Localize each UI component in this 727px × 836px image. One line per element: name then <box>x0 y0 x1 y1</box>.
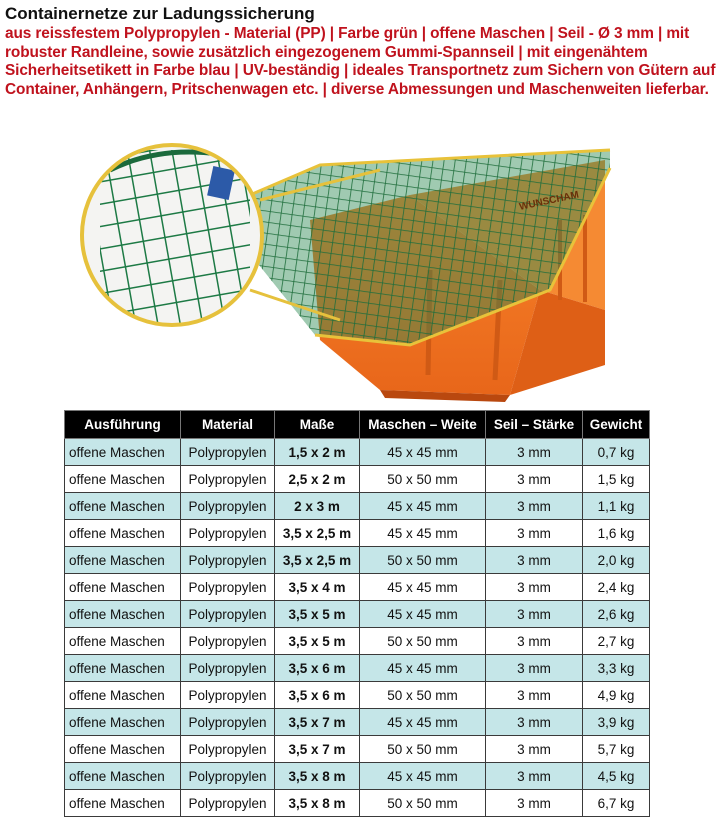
page-title: Containernetze zur Ladungssicherung <box>5 4 315 23</box>
cell-seilstaerke: 3 mm <box>486 628 583 655</box>
cell-masse: 3,5 x 8 m <box>275 790 360 817</box>
cell-ausfuehrung: offene Maschen <box>65 763 181 790</box>
cell-maschenweite: 50 x 50 mm <box>360 790 486 817</box>
cell-seilstaerke: 3 mm <box>486 736 583 763</box>
cell-ausfuehrung: offene Maschen <box>65 439 181 466</box>
cell-material: Polypropylen <box>181 493 275 520</box>
cell-seilstaerke: 3 mm <box>486 547 583 574</box>
cell-material: Polypropylen <box>181 628 275 655</box>
cell-maschenweite: 45 x 45 mm <box>360 655 486 682</box>
cell-material: Polypropylen <box>181 574 275 601</box>
cell-seilstaerke: 3 mm <box>486 682 583 709</box>
cell-ausfuehrung: offene Maschen <box>65 547 181 574</box>
cell-ausfuehrung: offene Maschen <box>65 736 181 763</box>
cell-seilstaerke: 3 mm <box>486 601 583 628</box>
cell-gewicht: 2,0 kg <box>583 547 650 574</box>
cell-ausfuehrung: offene Maschen <box>65 709 181 736</box>
cell-material: Polypropylen <box>181 439 275 466</box>
cell-ausfuehrung: offene Maschen <box>65 601 181 628</box>
cell-maschenweite: 45 x 45 mm <box>360 574 486 601</box>
cell-gewicht: 5,7 kg <box>583 736 650 763</box>
cell-maschenweite: 50 x 50 mm <box>360 736 486 763</box>
cell-material: Polypropylen <box>181 790 275 817</box>
col-header-gewicht: Gewicht <box>583 411 650 439</box>
cell-ausfuehrung: offene Maschen <box>65 790 181 817</box>
table-row <box>65 520 650 547</box>
col-header-maschenweite: Maschen – Weite <box>360 411 486 439</box>
product-description: aus reissfestem Polypropylen - Material (PP) | Farbe grün | offene Maschen | Seil - Ø 3 mm | mit robuster Randleine, sowie zusätzlich eingezogenem Gummi-Spannseil | mit eingenähtem Sicherheitsetikett in Farbe blau | UV-beständig | ideales Transportnetz zum Sichern von Gütern auf Container, Anhängern, Pritschenwagen etc. | diverse Abmessungen und Maschenweiten lieferbar. <box>5 25 716 98</box>
cell-material: Polypropylen <box>181 520 275 547</box>
cell-gewicht: 4,5 kg <box>583 763 650 790</box>
cell-masse: 3,5 x 4 m <box>275 574 360 601</box>
cell-masse: 2 x 3 m <box>275 493 360 520</box>
cell-masse: 3,5 x 2,5 m <box>275 520 360 547</box>
table-row <box>65 655 650 682</box>
table-row <box>65 682 650 709</box>
table-row <box>65 709 650 736</box>
table-row <box>65 763 650 790</box>
table-row <box>65 439 650 466</box>
cell-seilstaerke: 3 mm <box>486 709 583 736</box>
cell-maschenweite: 50 x 50 mm <box>360 628 486 655</box>
cell-seilstaerke: 3 mm <box>486 655 583 682</box>
col-header-seilstaerke: Seil – Stärke <box>486 411 583 439</box>
cell-maschenweite: 45 x 45 mm <box>360 493 486 520</box>
cell-gewicht: 4,9 kg <box>583 682 650 709</box>
cell-ausfuehrung: offene Maschen <box>65 682 181 709</box>
table-row <box>65 574 650 601</box>
cell-seilstaerke: 3 mm <box>486 763 583 790</box>
cell-masse: 3,5 x 5 m <box>275 601 360 628</box>
cell-seilstaerke: 3 mm <box>486 790 583 817</box>
cell-masse: 3,5 x 2,5 m <box>275 547 360 574</box>
cell-maschenweite: 45 x 45 mm <box>360 763 486 790</box>
brand-text: WUNSCHAM <box>518 189 580 213</box>
cell-ausfuehrung: offene Maschen <box>65 655 181 682</box>
cell-masse: 2,5 x 2 m <box>275 466 360 493</box>
cell-seilstaerke: 3 mm <box>486 466 583 493</box>
cell-gewicht: 1,5 kg <box>583 466 650 493</box>
cell-gewicht: 0,7 kg <box>583 439 650 466</box>
table-row <box>65 547 650 574</box>
cell-masse: 3,5 x 7 m <box>275 736 360 763</box>
cell-masse: 3,5 x 5 m <box>275 628 360 655</box>
table-header-row <box>65 411 650 439</box>
cell-material: Polypropylen <box>181 466 275 493</box>
cell-ausfuehrung: offene Maschen <box>65 628 181 655</box>
cell-material: Polypropylen <box>181 682 275 709</box>
cell-material: Polypropylen <box>181 709 275 736</box>
cell-material: Polypropylen <box>181 763 275 790</box>
cell-masse: 3,5 x 6 m <box>275 682 360 709</box>
col-header-material: Material <box>181 411 275 439</box>
cell-masse: 3,5 x 8 m <box>275 763 360 790</box>
cell-maschenweite: 50 x 50 mm <box>360 547 486 574</box>
cell-gewicht: 1,6 kg <box>583 520 650 547</box>
cell-material: Polypropylen <box>181 736 275 763</box>
cell-gewicht: 2,6 kg <box>583 601 650 628</box>
table-row <box>65 466 650 493</box>
cell-gewicht: 2,4 kg <box>583 574 650 601</box>
cell-ausfuehrung: offene Maschen <box>65 520 181 547</box>
cell-gewicht: 2,7 kg <box>583 628 650 655</box>
cell-maschenweite: 45 x 45 mm <box>360 709 486 736</box>
spec-table <box>64 410 650 817</box>
col-header-masse: Maße <box>275 411 360 439</box>
col-header-ausfuehrung: Ausführung <box>65 411 181 439</box>
cell-seilstaerke: 3 mm <box>486 574 583 601</box>
table-row <box>65 790 650 817</box>
cell-seilstaerke: 3 mm <box>486 493 583 520</box>
cell-gewicht: 1,1 kg <box>583 493 650 520</box>
cell-ausfuehrung: offene Maschen <box>65 493 181 520</box>
cell-ausfuehrung: offene Maschen <box>65 466 181 493</box>
table-row <box>65 601 650 628</box>
cell-masse: 3,5 x 7 m <box>275 709 360 736</box>
table-row <box>65 736 650 763</box>
cell-material: Polypropylen <box>181 655 275 682</box>
cell-gewicht: 3,3 kg <box>583 655 650 682</box>
product-photo <box>80 140 640 405</box>
table-row <box>65 628 650 655</box>
cell-gewicht: 3,9 kg <box>583 709 650 736</box>
cell-gewicht: 6,7 kg <box>583 790 650 817</box>
cell-seilstaerke: 3 mm <box>486 439 583 466</box>
cell-seilstaerke: 3 mm <box>486 520 583 547</box>
cell-masse: 1,5 x 2 m <box>275 439 360 466</box>
cell-material: Polypropylen <box>181 547 275 574</box>
table-row <box>65 493 650 520</box>
cell-material: Polypropylen <box>181 601 275 628</box>
cell-maschenweite: 45 x 45 mm <box>360 601 486 628</box>
cell-ausfuehrung: offene Maschen <box>65 574 181 601</box>
cell-maschenweite: 45 x 45 mm <box>360 520 486 547</box>
cell-maschenweite: 50 x 50 mm <box>360 466 486 493</box>
cell-maschenweite: 50 x 50 mm <box>360 682 486 709</box>
cell-masse: 3,5 x 6 m <box>275 655 360 682</box>
cell-maschenweite: 45 x 45 mm <box>360 439 486 466</box>
